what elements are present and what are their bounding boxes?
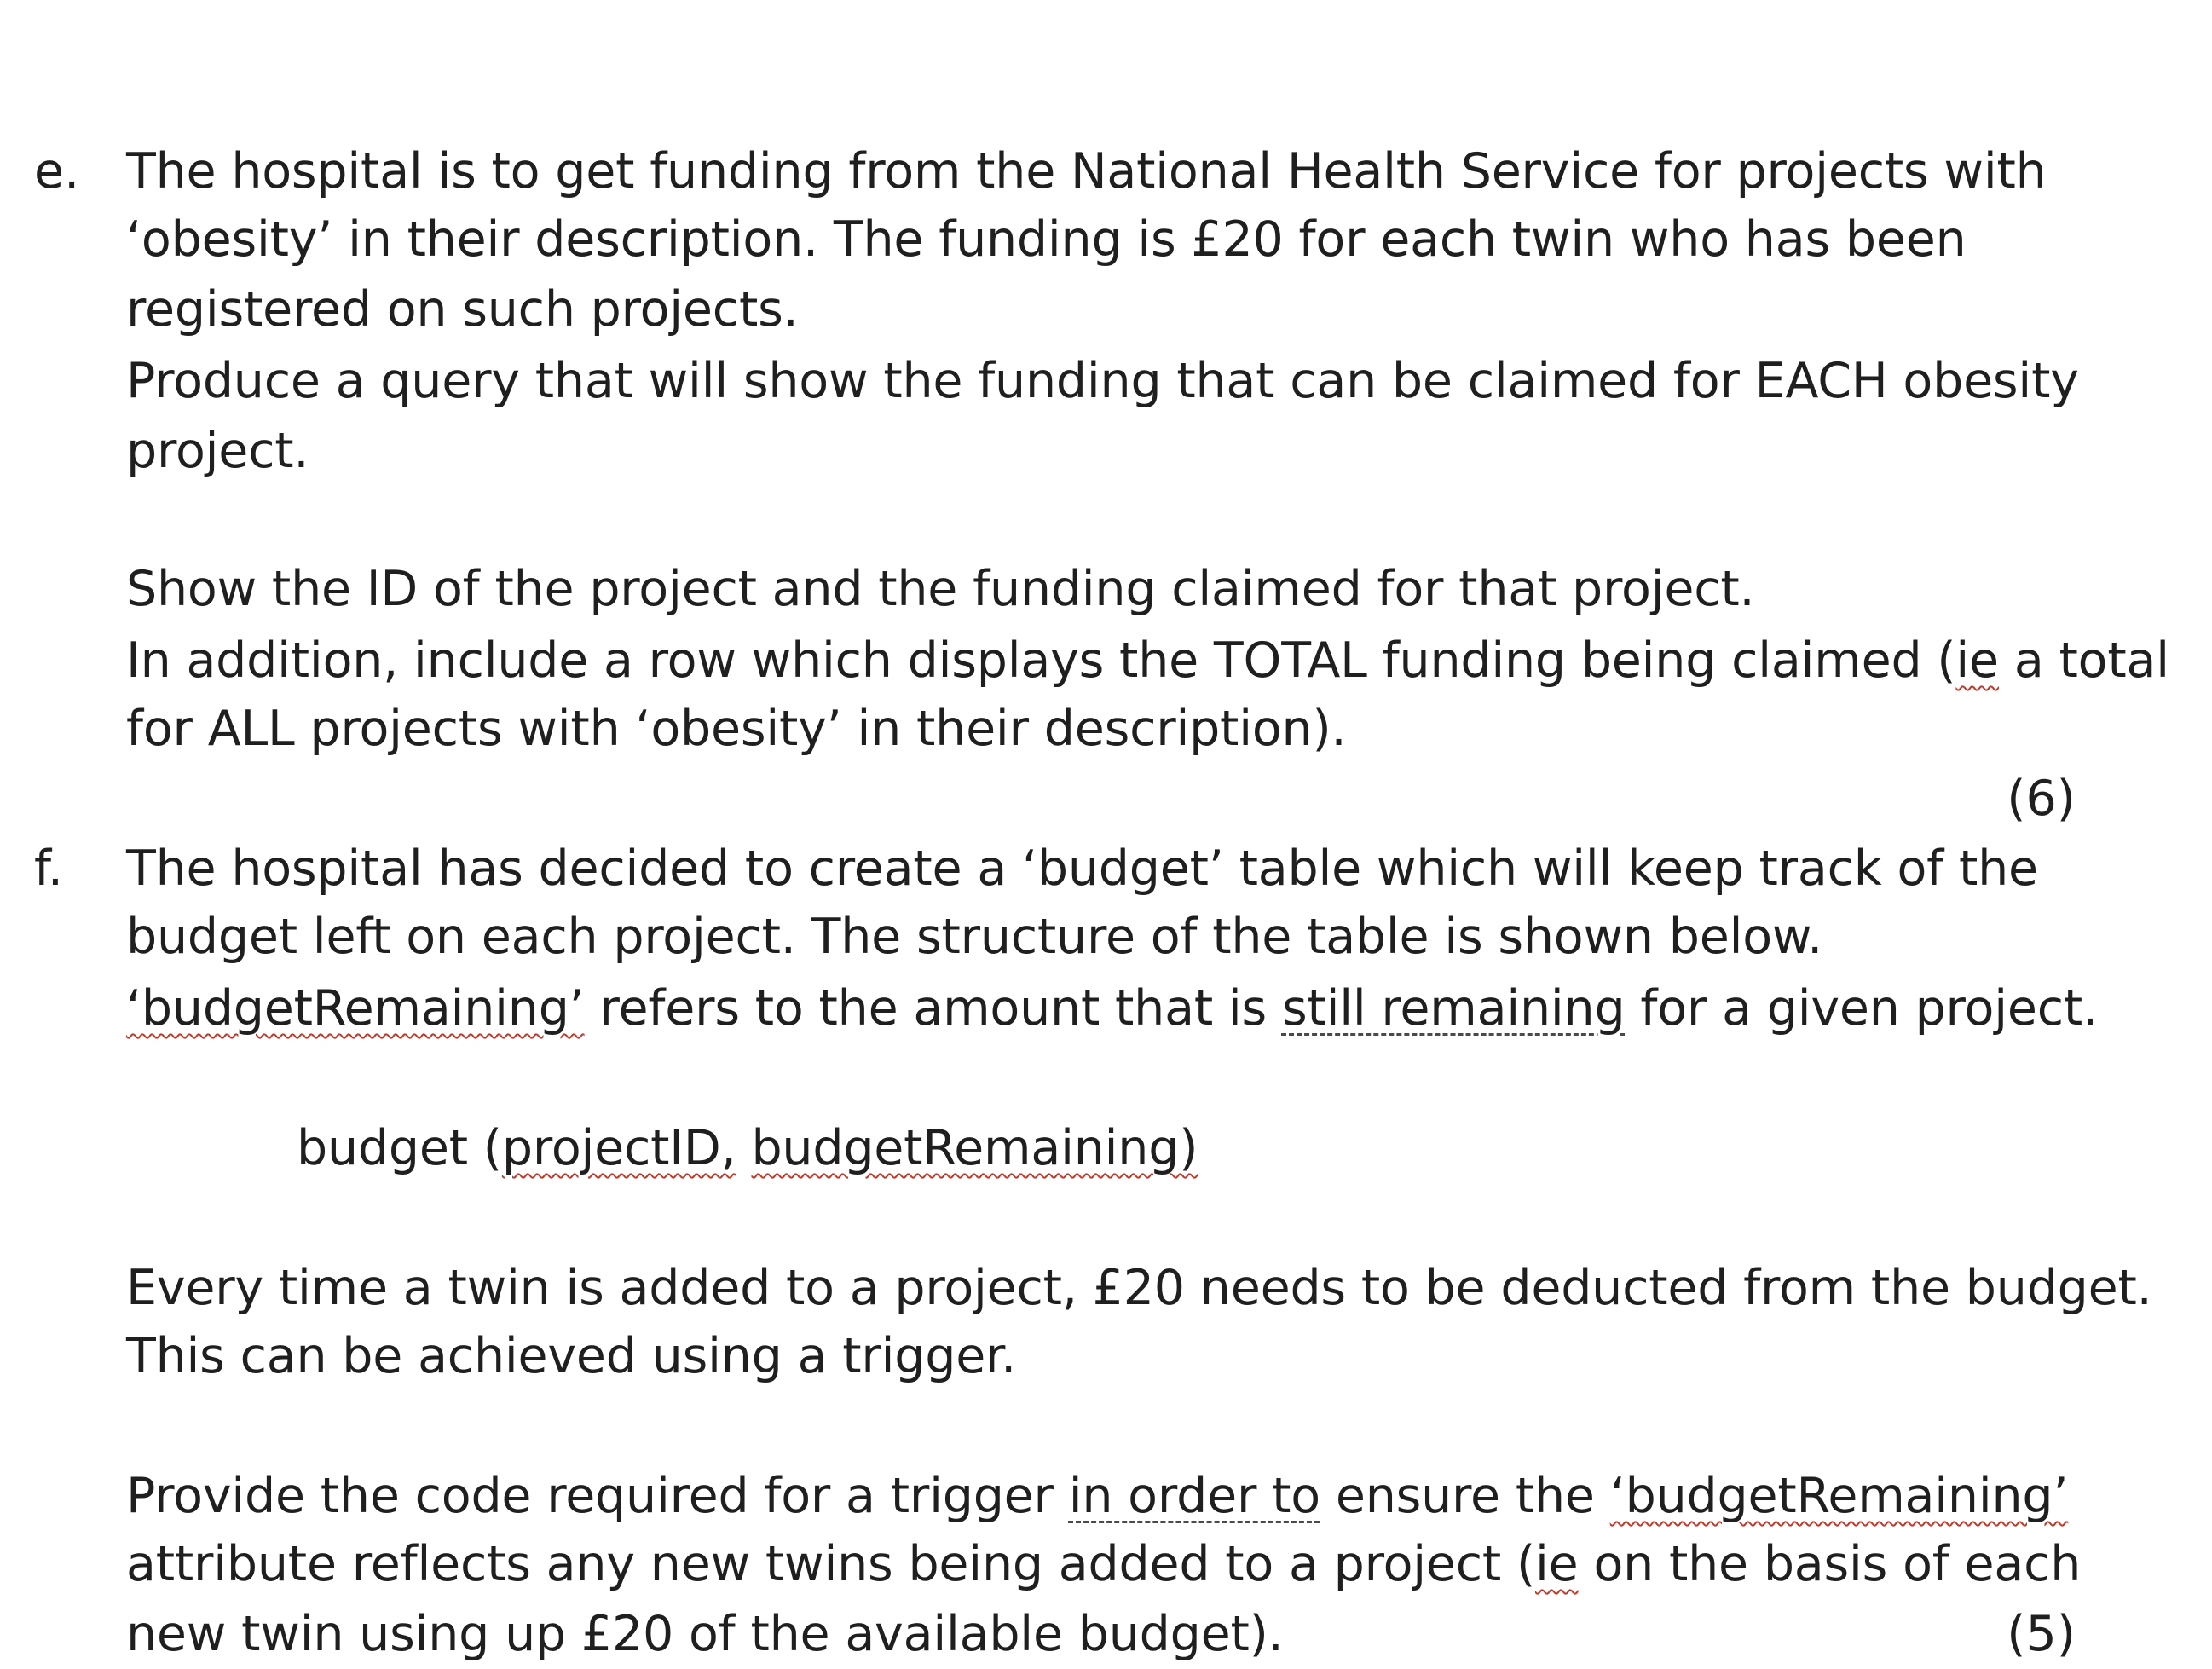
question-e-line-7-end: a total [1998,632,2169,689]
still-remaining-phrase: still remaining [1281,980,1626,1037]
question-e-marker: e. [34,143,80,199]
question-e-line-4: Produce a query that will show the funding that can be claimed for EACH obesity [126,353,2079,409]
question-f-line-3-end: for a given project. [1625,980,2098,1037]
question-e-line-7-start: In addition, include a row which displays the TOTAL funding being claimed ( [126,632,1956,689]
question-f-line-3 [126,973,2098,1043]
question-f-marks: (5) [2007,1606,2076,1662]
question-e-line-7 [126,626,2169,696]
question-e-line-6: Show the ID of the project and the funding claimed for that project. [126,561,1755,617]
question-f-line-4: Every time a twin is added to a project, £20 needs to be deducted from the budget. [126,1260,2152,1316]
question-e-ie-word: ie [1955,632,1999,689]
question-f-line-7-start: attribute reflects any new twins being added to a project ( [126,1536,1536,1592]
question-f-line-2: budget left on each project. The structure of the table is shown below. [126,909,1823,965]
schema-table-name: budget ( [297,1120,502,1176]
question-f-line-7-end: on the basis of each [1578,1536,2082,1592]
question-f-line-8: new twin using up £20 of the available budget). [126,1606,1284,1662]
question-e-line-1: The hospital is to get funding from the National Health Service for projects with [126,143,2047,199]
question-e-line-2: ‘obesity’ in their description. The funding is £20 for each twin who has been [126,211,1967,268]
question-f-line-7 [126,1529,2081,1599]
question-f-marker: f. [34,840,64,897]
schema-field-budget-remaining: budgetRemaining) [751,1120,1198,1176]
question-f-line-1: The hospital has decided to create a ‘budget’ table which will keep track of the [126,840,2038,897]
question-e-line-3: registered on such projects. [126,281,799,338]
question-f-line-6-start: Provide the code required for a trigger [126,1468,1069,1524]
budget-table-schema [297,1113,1198,1183]
in-order-to-phrase: in order to [1068,1468,1320,1524]
question-f-line-3-middle: refers to the amount that is [584,980,1282,1037]
question-e-line-8: for ALL projects with ‘obesity’ in their description). [126,701,1347,757]
budget-remaining-term-2: ‘budgetRemaining’ [1609,1468,2069,1524]
schema-field-project-id: projectID, [501,1120,736,1176]
schema-space [736,1120,752,1176]
question-f-line-6 [126,1461,2068,1531]
question-f-line-6-middle: ensure the [1320,1468,1610,1524]
question-e-line-5: project. [126,423,309,479]
budget-remaining-term: ‘budgetRemaining’ [126,980,585,1037]
question-f-line-5: This can be achieved using a trigger. [126,1328,1016,1384]
question-e-marks: (6) [2007,771,2076,827]
question-f-ie-word: ie [1535,1536,1579,1592]
